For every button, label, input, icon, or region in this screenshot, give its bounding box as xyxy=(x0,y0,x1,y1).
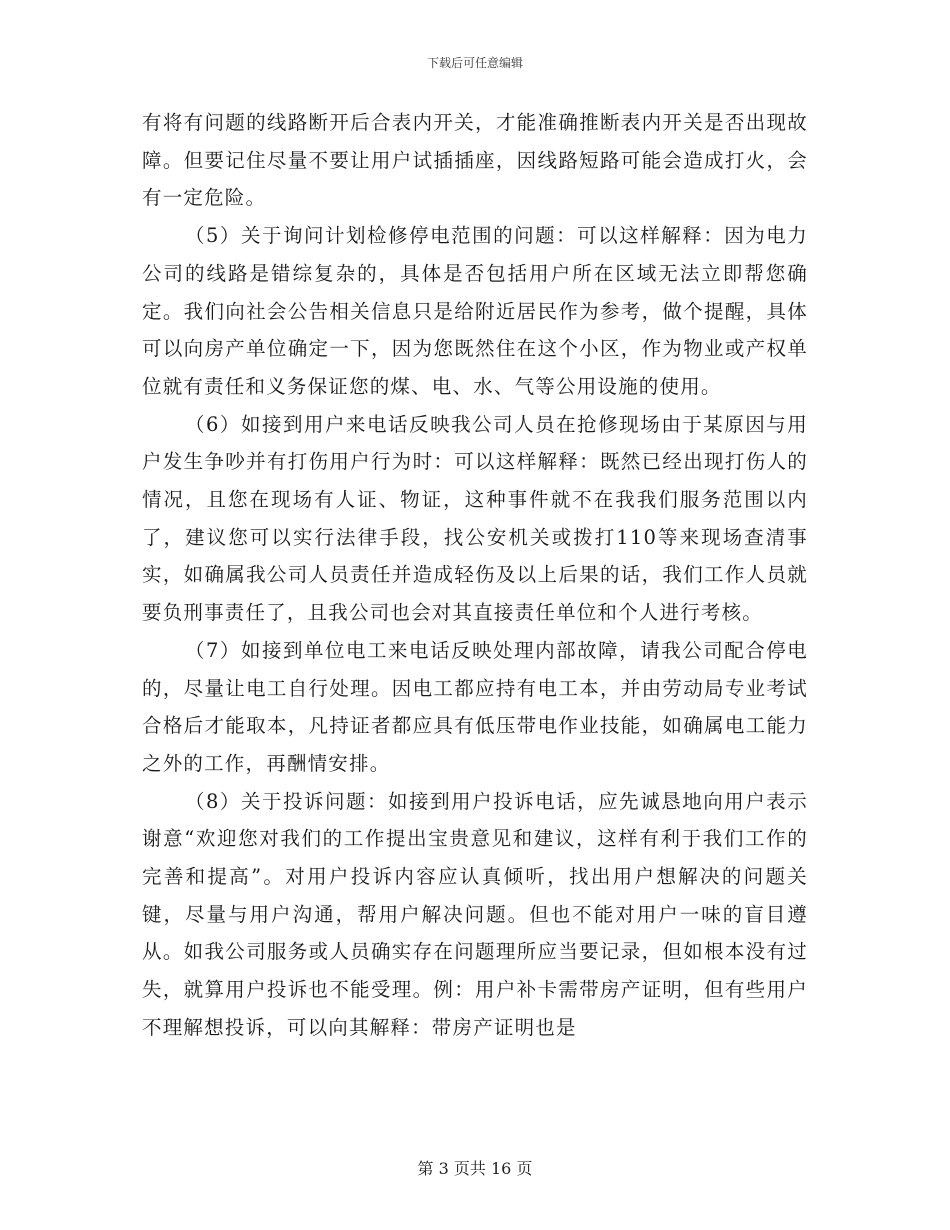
page-header: 下载后可任意编辑 xyxy=(426,56,523,70)
paragraph-item-6: （6）如接到用户来电话反映我公司人员在抢修现场由于某原因与用户发生争吵并有打伤用户行为时：可以这样解释：既然已经出现打伤人的情况，且您在现场有人证、物证，这种事件就不在我我们服务范围以内了，建议您可以实行法律手段，找公安机关或拨打110等来现场查清事实，如确属我公司人员责任并造成轻伤及以上后果的话，我们工作人员就要负刑事责任了，且我公司也会对其直接责任单位和个人进行考核。 xyxy=(142,412,808,625)
paragraph-item-8: （8）关于投诉问题：如接到用户投诉电话，应先诚恳地向用户表示谢意“欢迎您对我们的工作提出宝贵意见和建议，这样有利于我们工作的完善和提高”。对用户投诉内容应认真倾听，找出用户想解决的问题关键，尽量与用户沟通，帮用户解决问题。但也不能对用户一味的盲目遵从。如我公司服务或人员确实存在问题理所应当要记录，但如根本没有过失，就算用户投诉也不能受理。例：用户补卡需带房产证明，但有些用户不理解想投诉，可以向其解释：带房产证明也是 xyxy=(142,789,808,1039)
paragraph-continuation: 有将有问题的线路断开后合表内开关，才能准确推断表内开关是否出现故障。但要记住尽量不要让用户试插插座，因线路短路可能会造成打火，会有一定危险。 xyxy=(142,111,808,210)
page-footer: 第 3 页共 16 页 xyxy=(417,1159,533,1178)
paragraph-item-5: （5）关于询问计划检修停电范围的问题：可以这样解释：因为电力公司的线路是错综复杂的，具体是否包括用户所在区域无法立即帮您确定。我们向社会公告相关信息只是给附近居民作为参考，做个提醒，具体可以向房产单位确定一下，因为您既然住在这个小区，作为物业或产权单位就有责任和义务保证您的煤、电、水、气等公用设施的使用。 xyxy=(142,224,808,398)
paragraph-item-7: （7）如接到单位电工来电话反映处理内部故障，请我公司配合停电的，尽量让电工自行处理。因电工都应持有电工本，并由劳动局专业考试合格后才能取本，凡持证者都应具有低压带电作业技能，如确属电工能力之外的工作，再酬情安排。 xyxy=(142,638,808,775)
document-body xyxy=(142,104,808,1047)
